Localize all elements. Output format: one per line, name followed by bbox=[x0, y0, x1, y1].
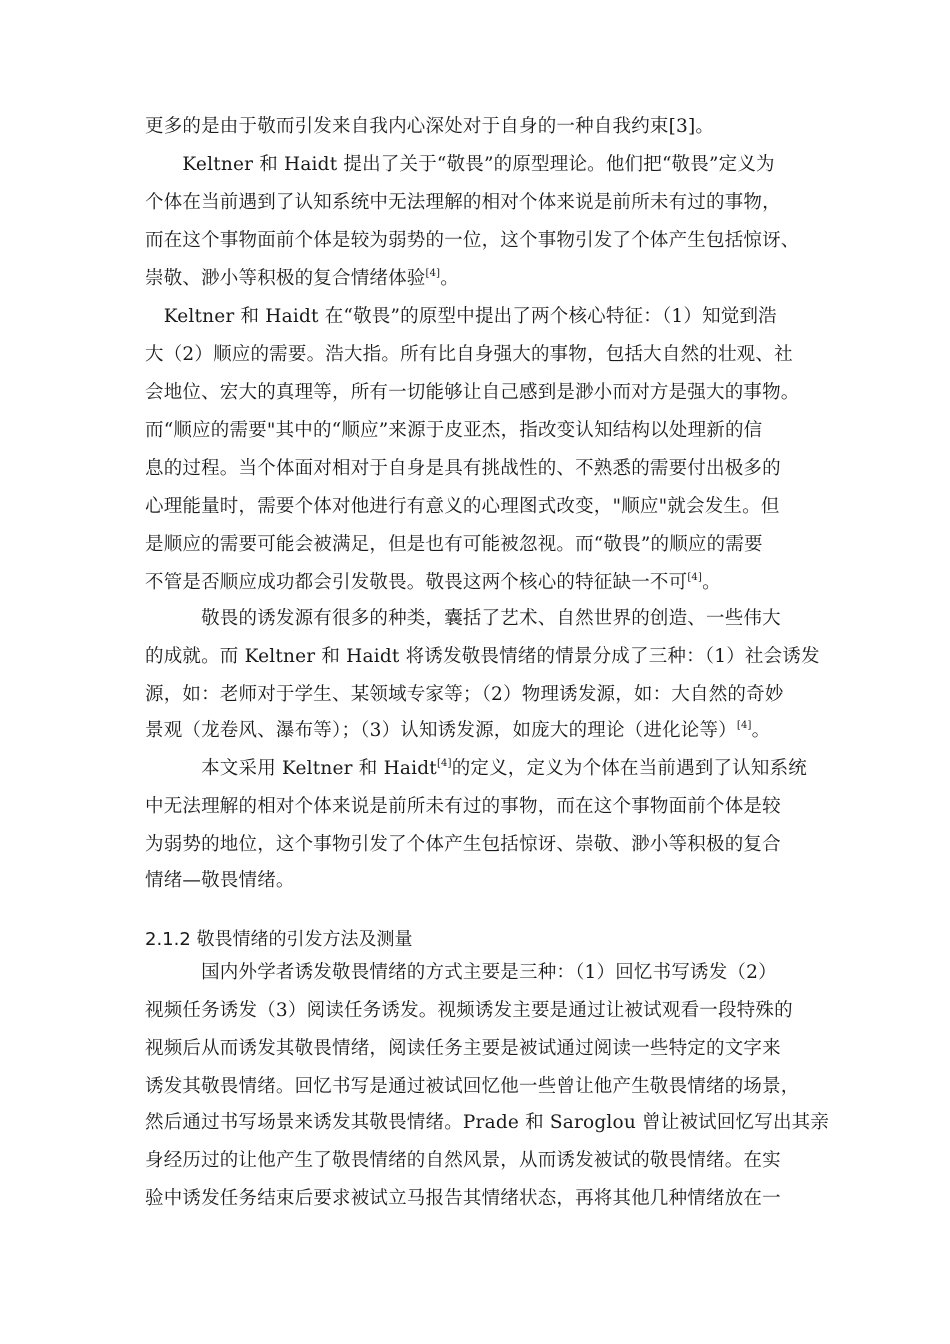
text-line: 个体在当前遇到了认知系统中无法理解的相对个体来说是前所未有过的事物， bbox=[145, 192, 781, 213]
text-line: 景观（龙卷风、瀑布等）；（3）认知诱发源，如庞大的理论（进化论等）[4]。 bbox=[145, 720, 771, 741]
text-line: 不管是否顺应成功都会引发敬畏。敬畏这两个核心的特征缺一不可[4]。 bbox=[145, 572, 721, 593]
text-line: 为弱势的地位，这个事物引发了个体产生包括惊讶、崇敬、渺小等积极的复合 bbox=[145, 834, 781, 855]
text-line: 而在这个事物面前个体是较为弱势的一位，这个事物引发了个体产生包括惊讶、 bbox=[145, 230, 800, 251]
text-line: 视频任务诱发（3）阅读任务诱发。视频诱发主要是通过让被试观看一段特殊的 bbox=[145, 1000, 793, 1021]
text-line: Keltner 和 Haidt 提出了关于“敬畏”的原型理论。他们把“敬畏”定义为 bbox=[145, 154, 775, 175]
text-line: 本文采用 Keltner 和 Haidt[4]的定义，定义为个体在当前遇到了认知系统 bbox=[145, 758, 808, 779]
citation-marker: [4] bbox=[425, 268, 441, 279]
text-line: 情绪—敬畏情绪。 bbox=[145, 870, 295, 891]
text-line: 国内外学者诱发敬畏情绪的方式主要是三种：（1）回忆书写诱发（2） bbox=[145, 962, 777, 983]
text-line: 的成就。而 Keltner 和 Haidt 将诱发敬畏情绪的情景分成了三种：（1）社会诱发 bbox=[145, 646, 820, 667]
text-line: 崇敬、渺小等积极的复合情绪体验[4]。 bbox=[145, 268, 459, 289]
text-line: 会地位、宏大的真理等，所有一切能够让自己感到是渺小而对方是强大的事物。 bbox=[145, 382, 800, 403]
text-line: 是顺应的需要可能会被满足，但是也有可能被忽视。而“敬畏”的顺应的需要 bbox=[145, 534, 763, 555]
text-line: Keltner 和 Haidt 在“敬畏”的原型中提出了两个核心特征：（1）知觉到浩 bbox=[145, 306, 777, 327]
text-line: 而“顺应的需要"其中的“顺应”来源于皮亚杰，指改变认知结构以处理新的信 bbox=[145, 420, 763, 441]
citation-marker: [4] bbox=[736, 720, 752, 731]
text-line: 息的过程。当个体面对相对于自身是具有挑战性的、不熟悉的需要付出极多的 bbox=[145, 458, 781, 479]
text-line: 源，如：老师对于学生、某领域专家等；（2）物理诱发源，如：大自然的奇妙 bbox=[145, 684, 784, 705]
text-line: 心理能量时，需要个体对他进行有意义的心理图式改变，"顺应"就会发生。但 bbox=[145, 496, 780, 517]
section-heading: 2.1.2 敬畏情绪的引发方法及测量 bbox=[145, 929, 413, 950]
citation-marker: [4] bbox=[687, 572, 703, 583]
text-line: 大（2）顺应的需要。浩大指。所有比自身强大的事物，包括大自然的壮观、社 bbox=[145, 344, 793, 365]
text-line: 身经历过的让他产生了敬畏情绪的自然风景，从而诱发被试的敬畏情绪。在实 bbox=[145, 1150, 781, 1171]
text-line: 更多的是由于敬而引发来自我内心深处对于自身的一种自我约束[3]。 bbox=[145, 116, 715, 137]
text-line: 诱发其敬畏情绪。回忆书写是通过被试回忆他一些曾让他产生敬畏情绪的场景， bbox=[145, 1076, 800, 1097]
citation-marker: [4] bbox=[436, 758, 452, 769]
text-line: 然后通过书写场景来诱发其敬畏情绪。Prade 和 Saroglou 曾让被试回忆写出其亲 bbox=[145, 1112, 830, 1133]
text-line: 敬畏的诱发源有很多的种类，囊括了艺术、自然世界的创造、一些伟大 bbox=[145, 608, 781, 629]
text-line: 中无法理解的相对个体来说是前所未有过的事物，而在这个事物面前个体是较 bbox=[145, 796, 781, 817]
text-line: 验中诱发任务结束后要求被试立马报告其情绪状态，再将其他几种情绪放在一 bbox=[145, 1188, 781, 1209]
text-line: 视频后从而诱发其敬畏情绪，阅读任务主要是被试通过阅读一些特定的文字来 bbox=[145, 1038, 781, 1059]
